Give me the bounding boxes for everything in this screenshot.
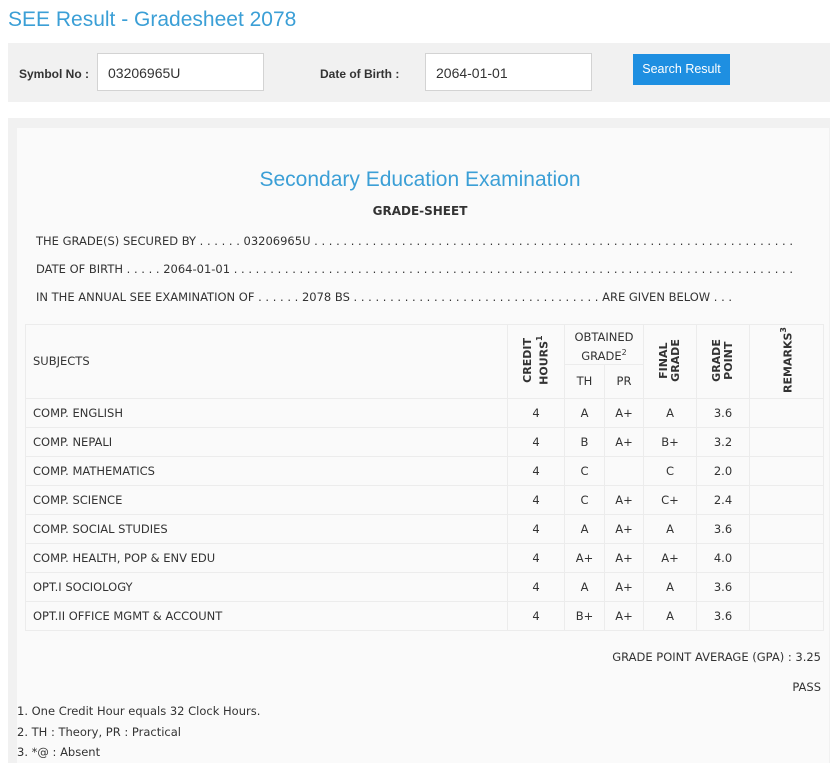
symbol-no-label: Symbol No : — [19, 67, 90, 81]
pr-grade-cell: A+ — [605, 601, 644, 630]
subject-cell: COMP. NEPALI — [26, 427, 508, 456]
th-grade-cell: B — [565, 427, 605, 456]
obtained-grade-label: OBTAINED GRADE — [574, 330, 634, 363]
exam-title: Secondary Education Examination — [259, 168, 581, 191]
credit-hours-cell: 4 — [508, 398, 565, 427]
table-row — [26, 572, 824, 601]
remarks-cell — [750, 572, 824, 601]
date-of-birth-line: DATE OF BIRTH . . . . . 2064-01-01 . . . . . . . . . . . . . . . . . . . . . . . . . . . . . . . . . . . . . . . . . . . . . . . . . . . . . . . . . . . . . . . . . . . . . . . . . . . . . — [36, 262, 793, 276]
final-grade-cell: C+ — [644, 485, 697, 514]
date-of-birth-label: Date of Birth : — [320, 67, 400, 81]
grade-sheet-title: GRADE-SHEET — [372, 204, 468, 218]
final-grade-cell: A — [644, 601, 697, 630]
page-title: SEE Result - Gradesheet 2078 — [8, 8, 297, 31]
examination-line: IN THE ANNUAL SEE EXAMINATION OF . . . . . . 2078 BS . . . . . . . . . . . . . . . . . . . . . . . . . . . . . . . . . . ARE GIVEN BELOW . . . — [36, 290, 733, 304]
subject-cell: COMP. SOCIAL STUDIES — [26, 514, 508, 543]
pr-grade-cell: A+ — [605, 572, 644, 601]
symbol-no-input[interactable]: 03206965U — [97, 53, 264, 91]
th-grade-cell: B+ — [565, 601, 605, 630]
secured-by-line: THE GRADE(S) SECURED BY . . . . . . 03206965U . . . . . . . . . . . . . . . . . . . . . . . . . . . . . . . . . . . . . . . . . . . . . . . . . . . . . . . . . . . . . . . . . . — [36, 234, 794, 248]
note-2: 2. TH : Theory, PR : Practical — [17, 725, 181, 739]
grade-point-cell: 3.2 — [697, 427, 750, 456]
final-grade-cell: B+ — [644, 427, 697, 456]
grade-point-cell: 3.6 — [697, 572, 750, 601]
credit-hours-label: CREDIT HOURS — [520, 337, 551, 385]
credit-hours-cell: 4 — [508, 514, 565, 543]
credit-hours-cell: 4 — [508, 485, 565, 514]
table-row — [26, 601, 824, 630]
credit-hours-cell: 4 — [508, 601, 565, 630]
credit-hours-cell: 4 — [508, 572, 565, 601]
obtained-grade-header — [565, 325, 644, 365]
final-grade-header — [644, 325, 697, 399]
note-1: 1. One Credit Hour equals 32 Clock Hours. — [17, 704, 261, 718]
credit-hours-cell: 4 — [508, 543, 565, 572]
grade-point-label: GRADE POINT — [710, 338, 735, 382]
gpa-text: GRADE POINT AVERAGE (GPA) : 3.25 — [612, 650, 821, 664]
grade-point-cell: 3.6 — [697, 514, 750, 543]
pr-grade-cell: A+ — [605, 427, 644, 456]
pr-header: PR — [605, 364, 644, 398]
remarks-cell — [750, 427, 824, 456]
remarks-cell — [750, 456, 824, 485]
credit-hours-cell: 4 — [508, 456, 565, 485]
final-grade-cell: A — [644, 572, 697, 601]
search-bar — [8, 43, 830, 102]
remarks-cell — [750, 398, 824, 427]
note-3: 3. *@ : Absent — [17, 745, 101, 759]
pr-grade-cell: A+ — [605, 398, 644, 427]
remarks-cell — [750, 543, 824, 572]
gradesheet-panel — [8, 118, 830, 763]
obtained-grade-footnote: 2 — [621, 348, 627, 357]
th-grade-cell: A — [565, 398, 605, 427]
subject-cell: COMP. HEALTH, POP & ENV EDU — [26, 543, 508, 572]
date-of-birth-input[interactable]: 2064-01-01 — [425, 53, 592, 91]
remarks-cell — [750, 514, 824, 543]
table-row — [26, 398, 824, 427]
final-grade-cell: A — [644, 514, 697, 543]
subject-cell: OPT.II OFFICE MGMT & ACCOUNT — [26, 601, 508, 630]
subject-cell: COMP. SCIENCE — [26, 485, 508, 514]
final-grade-cell: A+ — [644, 543, 697, 572]
grade-point-header — [697, 325, 750, 399]
remarks-label: REMARKS — [781, 332, 795, 393]
credit-hours-cell: 4 — [508, 427, 565, 456]
final-grade-label: FINAL GRADE — [657, 338, 682, 382]
grade-point-cell: 4.0 — [697, 543, 750, 572]
th-grade-cell: A — [565, 572, 605, 601]
th-grade-cell: A+ — [565, 543, 605, 572]
pr-grade-cell: A+ — [605, 543, 644, 572]
grade-point-cell: 2.4 — [697, 485, 750, 514]
remarks-cell — [750, 601, 824, 630]
remarks-footnote: 3 — [779, 326, 789, 333]
result-status: PASS — [792, 680, 821, 694]
pr-grade-cell: A+ — [605, 485, 644, 514]
search-result-button[interactable]: Search Result — [633, 54, 730, 85]
gradesheet — [17, 128, 829, 763]
credit-hours-footnote: 1 — [534, 335, 544, 341]
remarks-header — [750, 325, 824, 399]
final-grade-cell: A — [644, 398, 697, 427]
table-row — [26, 543, 824, 572]
table-row — [26, 456, 824, 485]
grade-point-cell: 2.0 — [697, 456, 750, 485]
table-row — [26, 514, 824, 543]
th-grade-cell: C — [565, 456, 605, 485]
table-row — [26, 427, 824, 456]
th-header: TH — [565, 364, 605, 398]
grades-table — [25, 324, 824, 631]
subject-cell: COMP. ENGLISH — [26, 398, 508, 427]
subjects-header — [26, 325, 508, 399]
subject-cell: OPT.I SOCIOLOGY — [26, 572, 508, 601]
pr-grade-cell — [605, 456, 644, 485]
table-row — [26, 485, 824, 514]
subjects-header-label: SUBJECTS — [33, 354, 90, 369]
th-grade-cell: C — [565, 485, 605, 514]
remarks-cell — [750, 485, 824, 514]
final-grade-cell: C — [644, 456, 697, 485]
subject-cell: COMP. MATHEMATICS — [26, 456, 508, 485]
pr-grade-cell: A+ — [605, 514, 644, 543]
grade-point-cell: 3.6 — [697, 398, 750, 427]
credit-hours-header — [508, 325, 565, 399]
grade-point-cell: 3.6 — [697, 601, 750, 630]
th-grade-cell: A — [565, 514, 605, 543]
